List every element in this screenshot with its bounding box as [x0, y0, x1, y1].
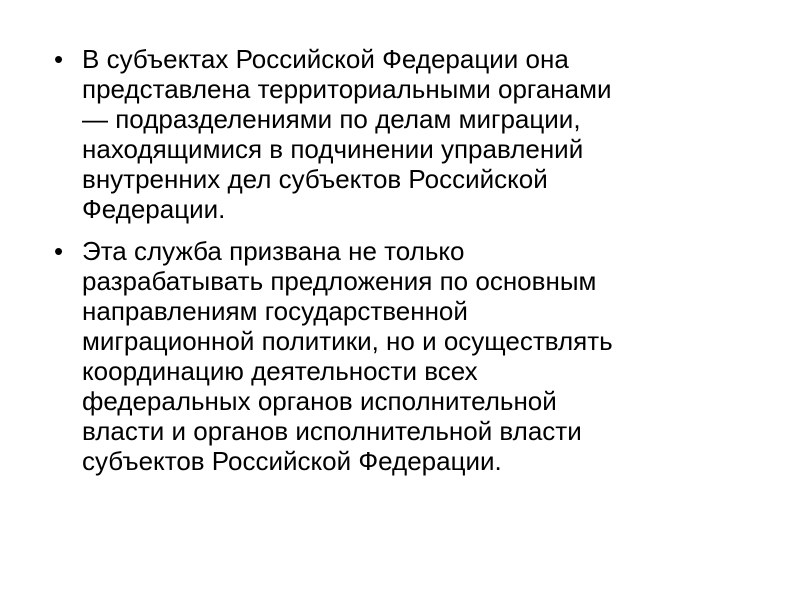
bullet-1-line-5: внутренних дел субъектов Российской: [82, 164, 548, 194]
bullet-icon: •: [54, 236, 64, 266]
bullet-2-line-5: координацию деятельности всех: [82, 356, 478, 386]
bullet-1-line-4: находящимися в подчинении управлений: [82, 134, 584, 164]
bullet-1-line-1: В субъектах Российской Федерации она: [82, 44, 569, 74]
bullet-icon: •: [54, 44, 64, 74]
bullet-2-line-3: направлениям государственной: [82, 296, 468, 326]
bullet-2-line-1: Эта служба призвана не только: [82, 236, 465, 266]
bullet-2-line-4: миграционной политики, но и осуществлять: [82, 326, 613, 356]
bullet-1-line-6: Федерации.: [82, 194, 226, 224]
bullet-1-line-2: представлена территориальными органами: [82, 74, 612, 104]
bullet-1-line-3: — подразделениями по делам миграции,: [82, 104, 581, 134]
bullet-2-line-7: власти и органов исполнительной власти: [82, 416, 582, 446]
bullet-item-1: [54, 44, 754, 224]
bullet-2-line-8: субъектов Российской Федерации.: [82, 446, 502, 476]
bullet-2-line-6: федеральных органов исполнительной: [82, 386, 557, 416]
bullet-list: [54, 44, 754, 488]
bullet-item-2: [54, 236, 754, 476]
bullet-2-line-2: разрабатывать предложения по основным: [82, 266, 597, 296]
